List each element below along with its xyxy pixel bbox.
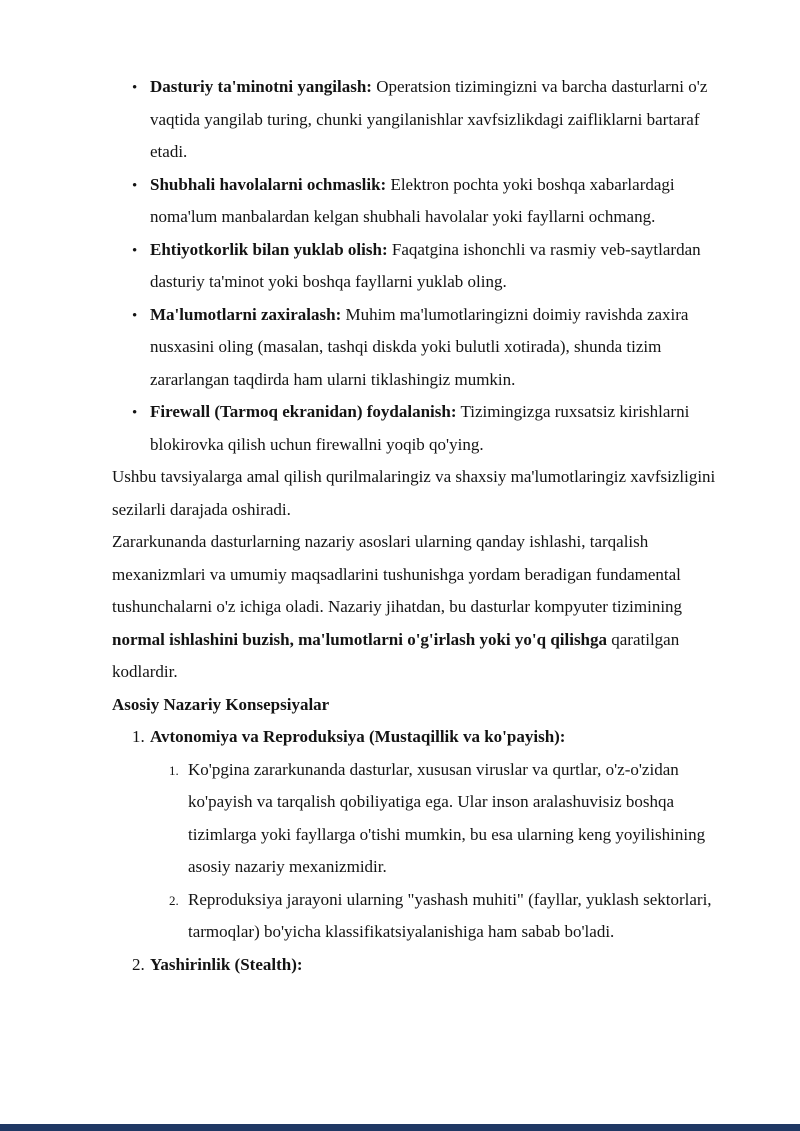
numbered-item-title: [150, 949, 738, 982]
item-text: Elektron pochta yoki boshqa xabarlardagi noma'lum manbalardan kelgan shubhali havolalar yoki fayllarni ochmang.: [150, 174, 675, 226]
recommendations-list: [112, 71, 738, 461]
numbered-item-row: [112, 949, 738, 982]
bullet-marker: •: [132, 80, 138, 96]
item-lead-bold: Firewall (Tarmoq ekranidan) foydalanish:: [150, 402, 457, 421]
concepts-list: [112, 721, 738, 981]
bullet-item: [112, 169, 738, 234]
section-heading: Asosiy Nazariy Konsepsiyalar: [112, 694, 330, 714]
bullet-content: [150, 234, 738, 299]
bullet-marker: •: [132, 242, 138, 259]
item-lead-bold: Shubhali havolalarni ochmaslik:: [150, 174, 387, 194]
bullet-item: [112, 299, 738, 397]
sub-item: [150, 754, 738, 884]
sub-item-number: 2.: [169, 892, 179, 908]
paragraph: Ushbu tavsiyalarga amal qilish qurilmalaringiz va shaxsiy ma'lumotlaringiz xavfsizligini sezilarli darajada oshiradi.: [112, 467, 716, 519]
item-number: 1.: [132, 727, 145, 746]
sub-item-number: 1.: [169, 762, 179, 778]
item-text: Faqatgina ishonchli va rasmiy veb-saytlardan dasturiy ta'minot yoki boshqa fayllarni yuklab oling.: [150, 239, 701, 291]
bullet-content: [150, 299, 738, 397]
sub-item-text: Ko'pgina zararkunanda dasturlar, xususan viruslar va qurtlar, o'z-o'zidan ko'payish va tarqalish qobiliyatiga ega. Ular inson aralashuvisiz boshqa tizimlarga yoki fayllarga o'tishi mumkin, bu esa ularning keng yoyilishining asosiy nazariy mexanizmidir.: [188, 759, 706, 876]
bullet-content: [150, 71, 738, 169]
item-lead-bold: Ehtiyotkorlik bilan yuklab olish:: [150, 239, 388, 259]
bullet-marker: •: [132, 307, 138, 324]
item-text: Operatsion tizimingizni va barcha dasturlarni o'z vaqtida yangilab turing, chunki yangilanishlar xavfsizlikdagi zaifliklarni bartaraf etadi.: [150, 77, 708, 161]
paragraph: [112, 526, 738, 689]
bullet-marker: •: [132, 177, 138, 194]
sub-list: [150, 754, 738, 949]
item-text: Tizimingizga ruxsatsiz kirishlarni blokirovka qilish uchun firewallni yoqib qo'ying.: [150, 402, 690, 454]
item-text: Muhim ma'lumotlaringizni doimiy ravishda zaxira nusxasini oling (masalan, tashqi diskda yoki bulutli xotirada), shunda tizim zararlangan taqdirda ham ularni tiklashingiz mumkin.: [150, 304, 689, 389]
item-lead-bold: Dasturiy ta'minotni yangilash:: [150, 77, 372, 96]
paragraph-text: Zararkunanda dasturlarning nazariy asoslari ularning qanday ishlashi, tarqalish mexanizmlari va umumiy maqsadlarini tushunishga yordam beradigan fundamental tushunchalarni o'z ichiga oladi. Nazariy jihatdan, bu dasturlar kompyuter tizimining: [112, 532, 683, 616]
bullet-content: [150, 169, 738, 234]
sub-item-text: Reproduksiya jarayoni ularning "yashash muhiti" (fayllar, yuklash sektorlari, tarmoqlar) bo'yicha klassifikatsiyalanishiga ham sabab bo'ladi.: [188, 889, 712, 941]
bullet-item: [112, 396, 738, 461]
paragraph-bold-text: normal ishlashini buzish, ma'lumotlarni o'g'irlash yoki yo'q qilishga: [112, 629, 608, 649]
numbered-item: [112, 721, 738, 949]
item-number: 2.: [132, 954, 145, 974]
sub-item: [150, 884, 738, 949]
bullet-item: [112, 71, 738, 169]
item-lead-bold: Yashirinlik (Stealth):: [150, 954, 303, 974]
bottom-bar: [0, 1124, 800, 1131]
numbered-item-title: [150, 721, 738, 754]
item-lead-bold: Ma'lumotlarni zaxiralash:: [150, 304, 342, 324]
bullet-item: [112, 234, 738, 299]
numbered-item: [112, 949, 738, 982]
numbered-item-row: [112, 721, 738, 754]
paragraph-text: qaratilgan kodlardir.: [112, 629, 680, 681]
bullet-marker: •: [132, 405, 138, 421]
bullet-content: [150, 396, 738, 461]
item-lead-bold: Avtonomiya va Reproduksiya (Mustaqillik va ko'payish):: [150, 727, 566, 746]
